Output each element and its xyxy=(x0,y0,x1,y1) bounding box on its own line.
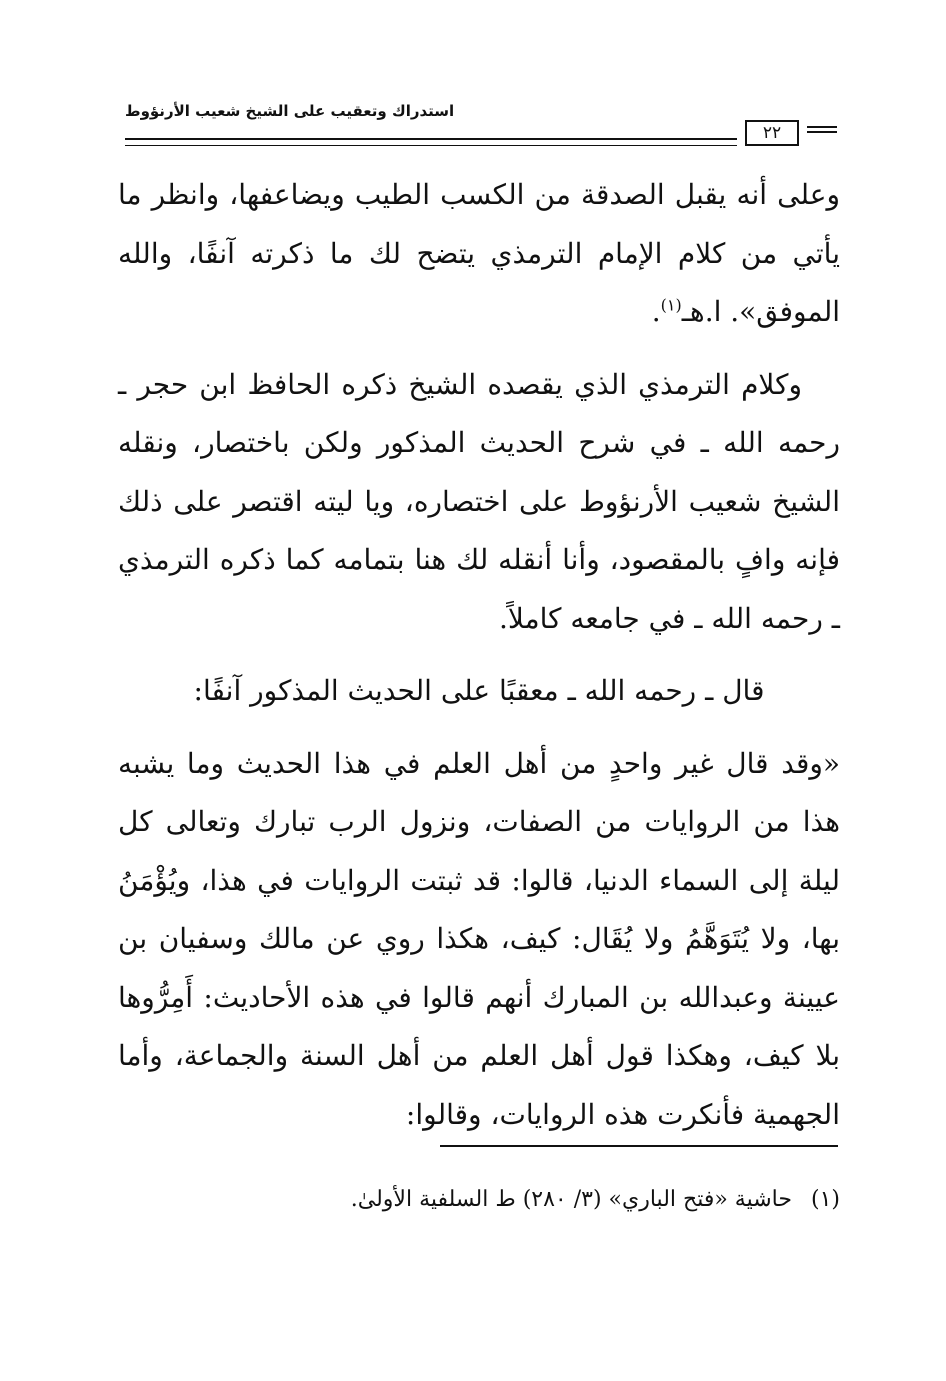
page-number: ٢٢ xyxy=(745,120,799,146)
running-header-title: استدراك وتعقيب على الشيخ شعيب الأرنؤوط xyxy=(125,102,455,120)
running-header xyxy=(125,96,837,156)
footnote-1-mark: (١) xyxy=(810,1187,840,1212)
footnote-reference: (١) xyxy=(660,295,682,315)
paragraph-1-text: وعلى أنه يقبل الصدقة من الكسب الطيب ويضاعفها، وانظر ما يأتي من كلام الإمام الترمذي يتضح لك ما ذكرته آنفًا، والله الموفق». ا.هـ xyxy=(118,178,840,328)
footnote-separator xyxy=(440,1145,838,1147)
header-rule-thick xyxy=(125,138,737,140)
paragraph-4-quote: «وقد قال غير واحدٍ من أهل العلم في هذا الحديث وما يشبه هذا من الروايات من الصفات، ونزول الرب تبارك وتعالى كل ليلة إلى السماء الدنيا، قالوا: قد ثبتت الروايات في هذا، ويُؤْمَنُ بها، ولا يُتَوَهَّمُ ولا يُقَال: كيف، هكذا روي عن مالك وسفيان بن عيينة وعبدالله بن المبارك أنهم قالوا في هذه الأحاديث: أَمِرُّوها بلا كيف، وهكذا قول أهل العلم من أهل السنة والجماعة، وأما الجهمية فأنكرت هذه الروايات، وقالوا: xyxy=(118,746,840,1131)
footnote-1 xyxy=(118,1182,840,1218)
main-text xyxy=(118,166,840,1158)
paragraph-1-end: . xyxy=(651,295,661,328)
header-rule-thin xyxy=(125,145,737,146)
footnote-1-text: حاشية «فتح الباري» (٣/ ٢٨٠) ط السلفية الأولىٰ. xyxy=(350,1187,792,1212)
paragraph-3: قال ـ رحمه الله ـ معقبًا على الحديث المذكور آنفًا: xyxy=(193,674,765,707)
paragraph-2: وكلام الترمذي الذي يقصده الشيخ ذكره الحافظ ابن حجر ـ رحمه الله ـ في شرح الحديث المذكور ولكن باختصار، ونقله الشيخ شعيب الأرنؤوط على اختصاره، ويا ليته اقتصر على ذلك فإنه وافٍ بالمقصود، وأنا أنقله لك هنا بتمامه كما ذكره الترمذي ـ رحمه الله ـ في جامعه كاملاً. xyxy=(118,367,840,635)
header-double-dash xyxy=(807,126,837,133)
paragraph-1 xyxy=(118,166,840,342)
